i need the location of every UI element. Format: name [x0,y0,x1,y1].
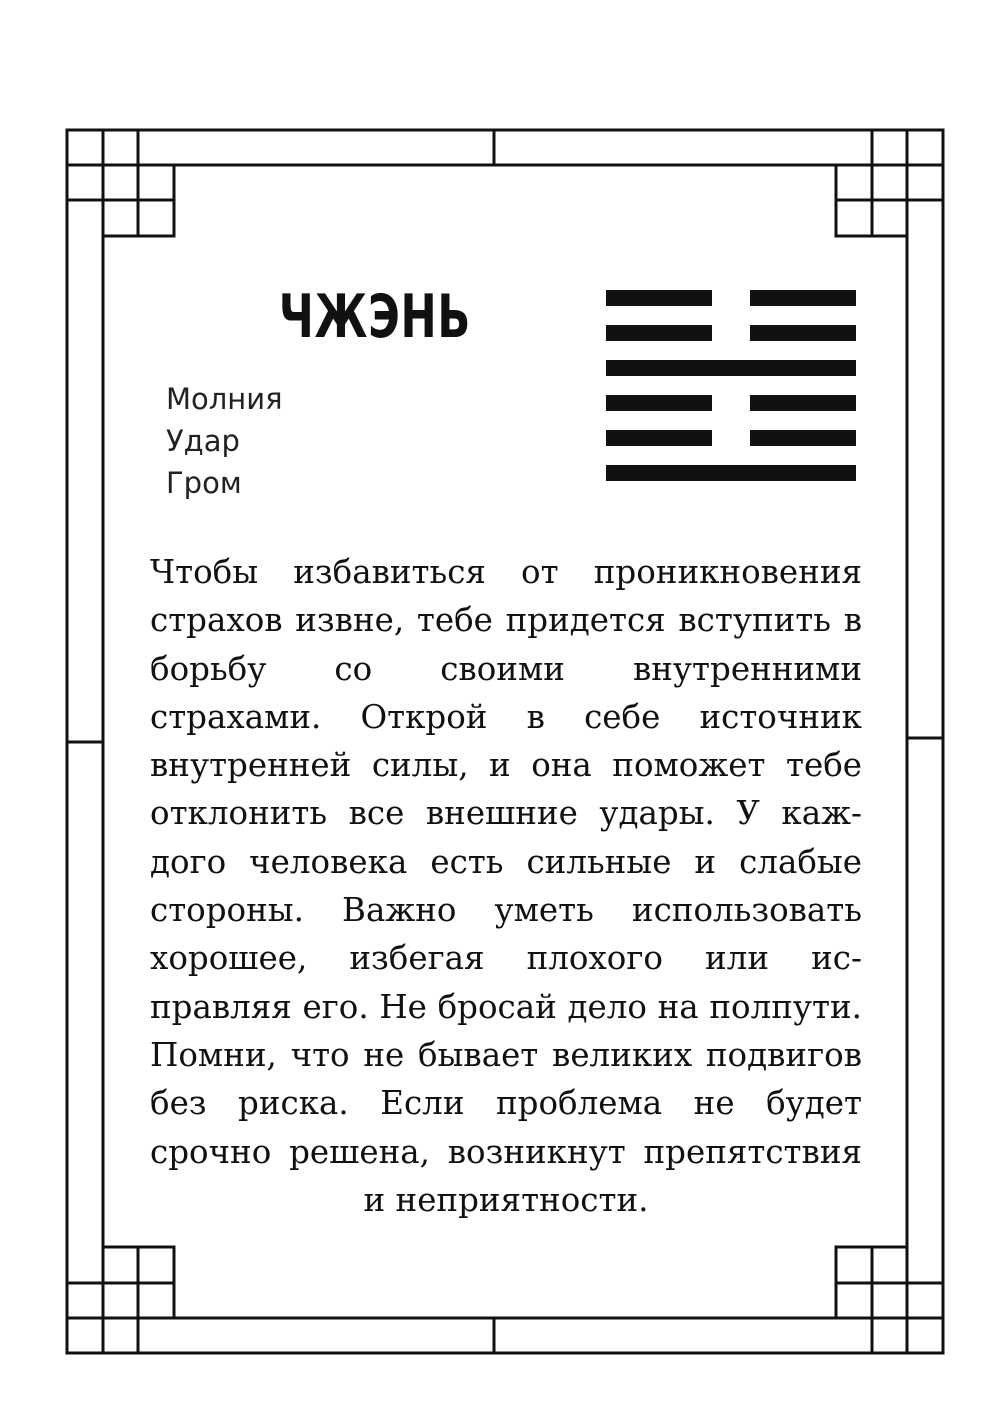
line-segment [606,465,856,481]
solid-line [606,465,856,481]
meaning-item: Молния [166,382,283,416]
line-segment [750,430,856,446]
meanings-list [166,378,283,504]
meaning-item: Гром [166,466,242,500]
line-segment [606,395,712,411]
line-segment [750,325,856,341]
line-segment [606,325,712,341]
broken-line [606,325,856,341]
line-segment [750,290,856,306]
line-segment [606,430,712,446]
hexagram-icon [606,290,856,500]
card-title: ЧЖЭНЬ [278,282,472,352]
solid-line [606,360,856,376]
broken-line [606,395,856,411]
broken-line [606,430,856,446]
broken-line [606,290,856,306]
line-segment [750,395,856,411]
line-segment [606,290,712,306]
line-segment [606,360,856,376]
card-description: Чтобы избавиться от проникновения страхов извне, тебе придется вступить в борьбу со своими внутренними страхами. Открой в себе источник внутренней силы, и она поможет тебе отклонить все внешние удары. У каждого человека есть сильные и слабые стороны. Важно уметь использовать хорошее, избегая плохого или исправляя его. Не бросай дело на полпути. Помни, что не бывает великих подвигов без риска. Если проблема не будет срочно решена, возникнут препятствия и неприятности. [150,553,862,1219]
meaning-item: Удар [166,424,240,458]
